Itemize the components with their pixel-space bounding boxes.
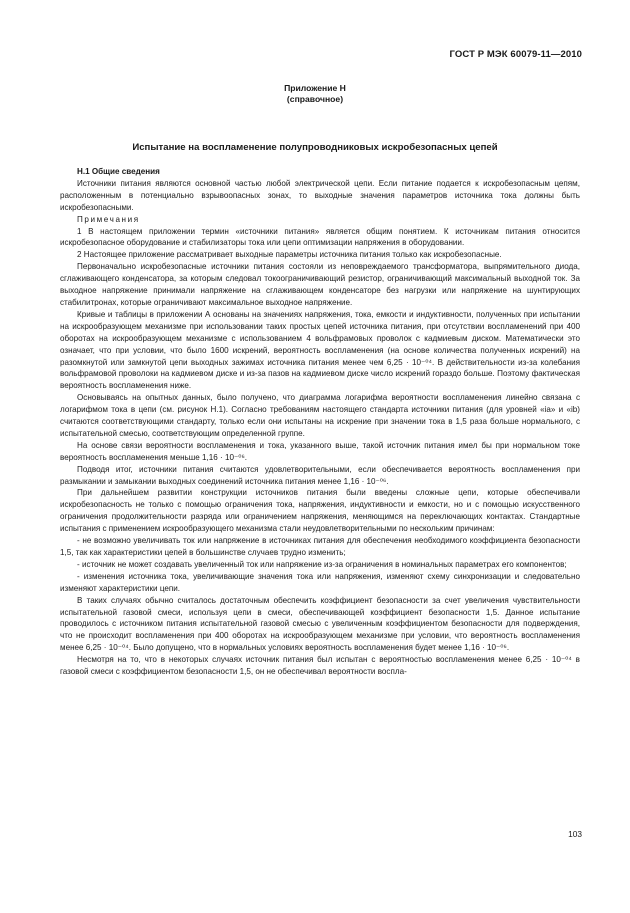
paragraph: Подводя итог, источники питания считаются удовлетворительными, если обеспечивается вероятность воспламенения при размыкании и замыкании выходных соединений источника питания менее 1,16 · 10⁻⁰⁶.: [60, 464, 580, 486]
list-item: - изменения источника тока, увеличивающие значения тока или напряжения, изменяют схему синхронизации и следовательно изменяют характеристики цепи.: [60, 571, 580, 593]
paragraph: Основываясь на опытных данных, было получено, что диаграмма логарифма вероятности воспламенения линейно связана с логарифмом тока в цепи (см. рисунок Н.1). Согласно требованиям настоящего стандарта источники питания (для уровней «ia» и «ib) считаются соответствующими стандарту, только если они испытаны на искрение при значении тока в 1,5 раза больше нормального, с испытательной смесью, соответствующим определенной группе.: [60, 393, 580, 438]
annex-title: Испытание на воспламенение полупроводниковых искробезопасных цепей: [132, 142, 498, 153]
paragraph: На основе связи вероятности воспламенения и тока, указанного выше, такой источник питания имел бы при нормальном токе вероятность воспламенения меньше 1,16 · 10⁻⁰⁶.: [60, 440, 580, 462]
list-item: - не возможно увеличивать ток или напряжение в источниках питания для обеспечения необходимого коэффициента безопасности 1,5, так как характеристики цепей в большинстве случаев трудно изменить;: [60, 536, 580, 557]
notes-heading: Примечания: [77, 214, 140, 224]
paragraph: Первоначально искробезопасные источники питания состояли из неповреждаемого трансформатора, выпрямительного диода, сглаживающего конденсатора, за которым следовал токоограничивающий резистор, ограничивающий максимальный выходной ток. За выходное напряжение принимали напряжение на сглаживающем конденсаторе без нагрузки или напряжение на шунтирующих стабилитронах, которые ограничивают максимальное выходное напряжение.: [60, 262, 580, 307]
paragraph: При дальнейшем развитии конструкции источников питания были введены сложные цепи, которые обеспечивали искробезопасность не только с помощью ограничения тока, напряжения, индуктивности и емкости, но и с помощью искусственного ограничения продолжительности разряда или ограничением напряжения, меняющимся на переключающих контактах. Стандартные испытания с применением искрообразующего механизма стали неудовлетворительными по нескольким причинам:: [60, 488, 580, 534]
annex-label: Приложение Н: [284, 83, 346, 93]
paragraph: Источники питания являются основной частью любой электрической цепи. Если питание подается к искробезопасным цепям, расположенным в потенциально взрывоопасных зонах, то выходные значения параметров источника тока должны быть искробезопасными.: [60, 178, 580, 212]
note-1: 1 В настоящем приложении термин «источники питания» является общим понятием. К источникам питания относится искробезопасное оборудование и стабилизаторы тока или цепи оптимизации напряжения в оборудовании.: [60, 226, 580, 248]
body-text: [60, 166, 580, 678]
list-item: - источник не может создавать увеличенный ток или напряжение из-за ограничения в номинальных параметрах его компонентов;: [77, 559, 567, 569]
annex-kind: (справочное): [286, 94, 344, 104]
annex-heading: [0, 83, 630, 105]
paragraph: В таких случаях обычно считалось достаточным обеспечить коэффициент безопасности за счет увеличения чувствительности испытательной газовой смеси, используя цепи в смеси, обеспечивающей коэффициент безопасности 1,5. Данное испытание проводилось с источником питания испытательной газовой смесью с увеличенным коэффициентом безопасности для подверждения, что не происходит воспламенения при 400 оборотах на искрообразующем механизме при условии, что вероятность воспламенения менее 6,25 · 10⁻⁰⁴. Было допущено, что в нормальных условиях вероятность воспламенения будет менее 1,16 · 10⁻⁰⁶.: [60, 595, 580, 653]
paragraph: Кривые и таблицы в приложении А основаны на значениях напряжения, тока, емкости и индуктивности, полученных при испытании на искрообразующем механизме при использовании таких простых цепей источника питания, при отсутствии воспламенений при 400 оборотах на искрообразующем механизме с использованием 4 вольфрамовых проволок с кадмиевым диском. Математически это означает, что при условии, что было 1600 искрений, вероятность воспламенения (на основе количества полученных искрений) на разомкнутой или замкнутой цепи выходных зажимах источника питания менее чем 6,25 · 10⁻⁰⁴. В действительности из-за колебания вольфрамовой проволоки на кадмиевом диске и из-за пазов на кадмиевом диске число искрений гораздо больше. Поэтому фактическая вероятность воспламенения ниже.: [60, 309, 580, 391]
section-heading: Н.1 Общие сведения: [77, 167, 160, 176]
standard-designation: ГОСТ Р МЭК 60079-11—2010: [449, 49, 582, 60]
page-number: 103: [568, 829, 582, 839]
note-2: 2 Настоящее приложение рассматривает выходные параметры источника питания только как искробезопасные.: [77, 250, 502, 260]
paragraph: Несмотря на то, что в некоторых случаях источник питания был испытан с вероятностью воспламенения менее 6,25 · 10⁻⁰⁴ в газовой смеси с коэффициентом безопасности 1,5, он не обеспечивал вероятности воспла-: [60, 655, 580, 677]
